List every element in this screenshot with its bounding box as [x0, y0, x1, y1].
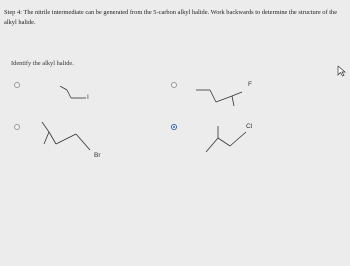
structure-iodide: [58, 86, 98, 106]
question-prompt: Step 4: The nitrile intermediate can be generated from the 5-carbon alkyl halide. Work backwards to determine the structure of the alkyl halide.: [4, 9, 338, 26]
structure-bromide: [40, 122, 96, 158]
mouse-pointer-icon: [337, 65, 346, 77]
radio-bromide[interactable]: [14, 124, 20, 130]
radio-fluoride[interactable]: [171, 82, 177, 88]
atom-chlorine: Cl: [246, 123, 253, 130]
atom-bromine: Br: [94, 152, 101, 159]
structure-chloride: [200, 126, 250, 158]
question-subprompt: Identify the alkyl halide.: [11, 60, 74, 67]
radio-iodide[interactable]: [14, 82, 20, 88]
structure-fluoride: [196, 86, 256, 108]
atom-fluorine: F: [248, 81, 253, 88]
atom-iodine: I: [87, 94, 89, 101]
radio-chloride[interactable]: [171, 124, 177, 130]
